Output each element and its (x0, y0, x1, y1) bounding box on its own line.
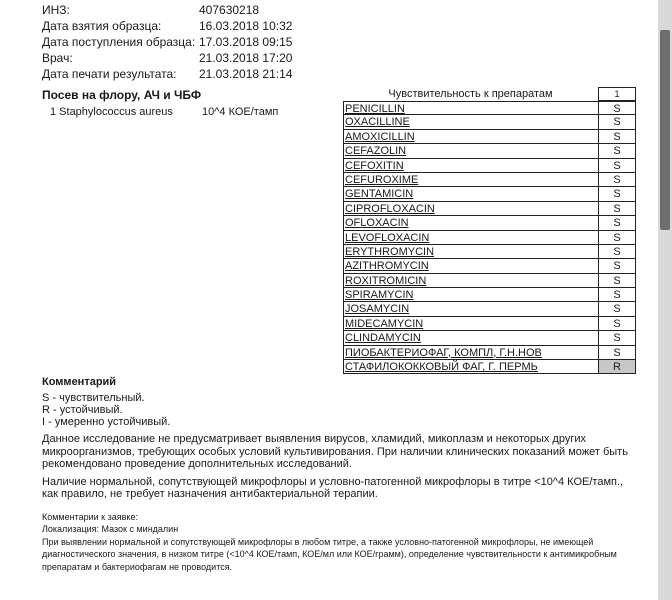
sensitivity-row (343, 346, 636, 360)
order-comment-line: диагностического значения, в низком титре (<10^4 КОЕ/тамп, КОЕ/мл или КОЕ/грамм), определение чувствительности к антимикробным (42, 549, 617, 559)
order-comment-line: Локализация: Мазок с миндалин (42, 524, 179, 534)
meta-value: 21.03.2018 17:20 (199, 51, 293, 65)
drug-name: CEFUROXIME (343, 173, 599, 187)
drug-name: OFLOXACIN (343, 216, 599, 230)
comment-paragraph (42, 433, 642, 471)
sensitivity-header-label: Чувствительность к препаратам (388, 88, 553, 100)
vertical-scrollbar[interactable] (658, 0, 672, 600)
sensitivity-row (343, 187, 636, 201)
sensitivity-row (343, 331, 636, 345)
sensitivity-value: S (599, 331, 636, 345)
organism-titer: 10^4 КОЕ/тамп (202, 106, 279, 118)
drug-name: GENTAMICIN (343, 187, 599, 201)
sensitivity-row (343, 231, 636, 245)
meta-label: Дата взятия образца: (42, 19, 162, 33)
sensitivity-value: S (599, 202, 636, 216)
sensitivity-row (343, 288, 636, 302)
sensitivity-value: S (599, 101, 636, 115)
legend-line: S - чувствительный. (42, 392, 145, 404)
drug-name: PENICILLIN (343, 101, 599, 115)
drug-name: CIPROFLOXACIN (343, 202, 599, 216)
drug-name: JOSAMYCIN (343, 302, 599, 316)
sensitivity-value: S (599, 173, 636, 187)
legend-line: I - умеренно устойчивый. (42, 416, 171, 428)
comment-line: как правило, не требует назначения антибактериальной терапии. (42, 488, 378, 500)
order-comments (42, 511, 642, 574)
sensitivity-value: S (599, 216, 636, 230)
drug-name: CEFAZOLIN (343, 144, 599, 158)
sensitivity-header (343, 87, 636, 101)
drug-name: SPIRAMYCIN (343, 288, 599, 302)
culture-title: Посев на флору, АЧ и ЧБФ (42, 88, 202, 102)
drug-name: ERYTHROMYCIN (343, 245, 599, 259)
sensitivity-row (343, 202, 636, 216)
sensitivity-row (343, 115, 636, 129)
comment-paragraph (42, 476, 642, 501)
sensitivity-column-number: 1 (598, 87, 636, 101)
sensitivity-row (343, 302, 636, 316)
sensitivity-rows (343, 101, 636, 374)
report-meta (42, 2, 292, 82)
meta-label: Врач: (42, 51, 73, 65)
sensitivity-value: R (599, 360, 636, 374)
meta-row (42, 66, 292, 82)
comment-line: Наличие нормальной, сопутствующей микрофлоры и условно-патогенной микрофлоры в титре <10^4 КОЕ/тамп., (42, 475, 624, 488)
drug-name: MIDECAMYCIN (343, 317, 599, 331)
meta-value: 16.03.2018 10:32 (199, 19, 293, 33)
sensitivity-value: S (599, 274, 636, 288)
sensitivity-value: S (599, 245, 636, 259)
drug-name: ПИОБАКТЕРИОФАГ, КОМПЛ, Г.Н.НОВ (343, 346, 599, 360)
comment-line: микроорганизмов, требующих особых условий культивирования. При наличии клинических показаний может быть (42, 445, 628, 458)
meta-label: Дата поступления образца: (42, 35, 196, 49)
drug-name: OXACILLINE (343, 115, 599, 129)
comment-line: Данное исследование не предусматривает выявления вирусов, хламидий, микоплазм и некоторых других (42, 433, 586, 445)
scrollbar-thumb[interactable] (660, 30, 670, 230)
sensitivity-value: S (599, 159, 636, 173)
comment-line: рекомендовано проведение дополнительных исследований. (42, 458, 352, 470)
organism-row (50, 106, 278, 118)
order-comment-line: препаратам и бактериофагам не проводится. (42, 561, 233, 572)
sensitivity-value: S (599, 317, 636, 331)
comments-section (42, 376, 642, 573)
drug-name: ROXITROMICIN (343, 274, 599, 288)
sensitivity-value: S (599, 115, 636, 129)
legend-line: R - устойчивый. (42, 404, 123, 416)
sensitivity-row (343, 144, 636, 158)
meta-row (42, 18, 292, 34)
sensitivity-row (343, 274, 636, 288)
sensitivity-value: S (599, 288, 636, 302)
meta-value: 17.03.2018 09:15 (199, 35, 293, 49)
sensitivity-row (343, 317, 636, 331)
sensitivity-row (343, 130, 636, 144)
sensitivity-value: S (599, 346, 636, 360)
drug-name: CEFOXITIN (343, 159, 599, 173)
meta-label: Дата печати результата: (42, 67, 177, 81)
sensitivity-row (343, 259, 636, 273)
sensitivity-row (343, 101, 636, 115)
sensitivity-value: S (599, 187, 636, 201)
organism-name: 1 Staphylococcus aureus (50, 106, 173, 118)
sensitivity-value: S (599, 144, 636, 158)
sensitivity-row (343, 216, 636, 230)
meta-value: 407630218 (199, 3, 260, 17)
sensitivity-row (343, 245, 636, 259)
sensitivity-value: S (599, 231, 636, 245)
sensitivity-row (343, 173, 636, 187)
comments-title: Комментарий (42, 376, 117, 388)
drug-name: LEVOFLOXACIN (343, 231, 599, 245)
order-comment-line: При выявлении нормальной и сопутствующей микрофлоры в любом титре, а также условно-патогенной микрофлоры, не имеющей (42, 536, 594, 547)
sensitivity-table (343, 87, 636, 374)
sensitivity-row (343, 159, 636, 173)
meta-row (42, 34, 292, 50)
sensitivity-value: S (599, 259, 636, 273)
sensitivity-row (343, 360, 636, 374)
meta-label: ИНЗ: (42, 3, 70, 17)
drug-name: CLINDAMYCIN (343, 331, 599, 345)
order-comment-line: Комментарии к заявке: (42, 511, 138, 522)
drug-name: AMOXICILLIN (343, 130, 599, 144)
meta-row (42, 2, 292, 18)
meta-row (42, 50, 292, 66)
sensitivity-value: S (599, 130, 636, 144)
sensitivity-value: S (599, 302, 636, 316)
drug-name: СТАФИЛОКОККОВЫЙ ФАГ, Г. ПЕРМЬ (343, 360, 599, 374)
drug-name: AZITHROMYCIN (343, 259, 599, 273)
meta-value: 21.03.2018 21:14 (199, 67, 293, 81)
